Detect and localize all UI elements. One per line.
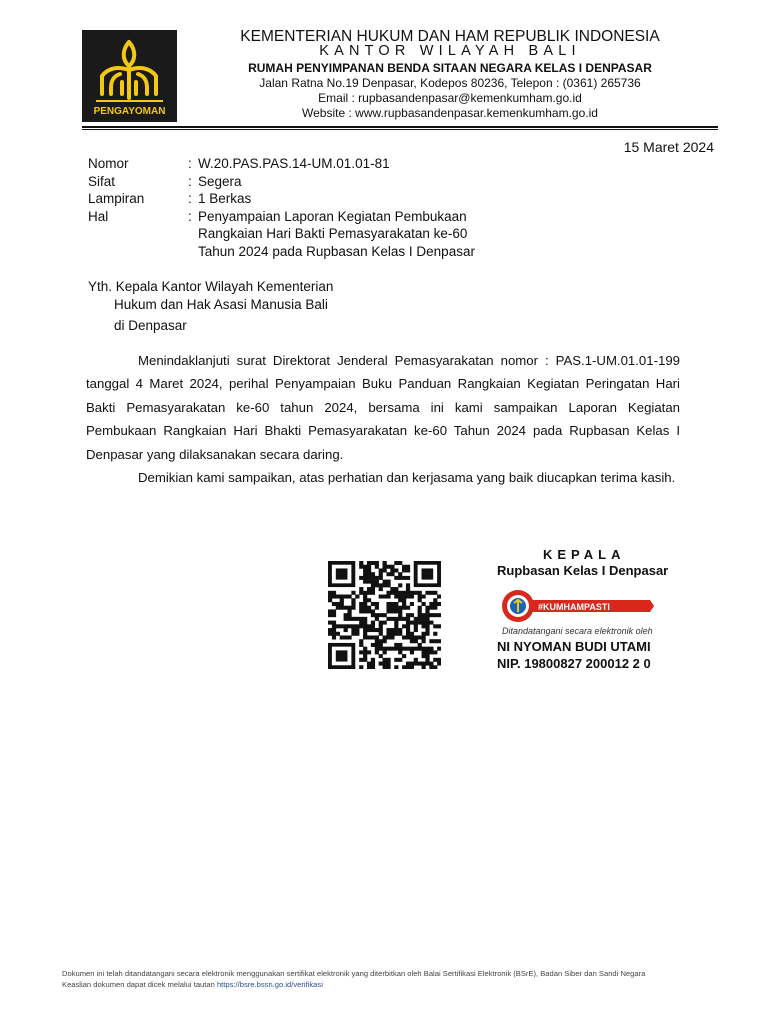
footer-text-2: Keaslian dokumen dapat dicek melalui tautan <box>62 980 215 989</box>
address-line-2: Hukum dan Hak Asasi Manusia Bali <box>114 297 328 312</box>
footer-text: Dokumen ini telah ditandatangani secara elektronik menggunakan sertifikat elektronik yang diterbitkan oleh Balai Sertifikasi Elektronik (BSrE), Badan Siber dan Sandi Negara <box>62 969 646 978</box>
meta-value: 1 Berkas <box>198 191 252 206</box>
letter-body <box>86 349 680 489</box>
letterhead-unit: RUMAH PENYIMPANAN BENDA SITAAN NEGARA KELAS I DENPASAR <box>248 61 652 75</box>
meta-colon: : <box>188 191 192 206</box>
letterhead-office: KANTOR WILAYAH BALI <box>319 43 581 59</box>
meta-label: Lampiran <box>88 191 145 206</box>
meta-row-nomor <box>88 155 528 173</box>
meta-row-lampiran <box>88 190 528 208</box>
meta-label: Nomor <box>88 156 129 171</box>
meta-value: W.20.PAS.PAS.14-UM.01.01-81 <box>198 156 390 171</box>
verification-link[interactable]: https://bsre.bssn.go.id/verifikasi <box>216 980 323 989</box>
letter-date: 15 Maret 2024 <box>623 139 714 155</box>
letterhead-website: Website : www.rupbasandenpasar.kemenkumham.go.id <box>302 106 598 120</box>
letterhead-divider <box>82 126 718 128</box>
esign-badge <box>500 588 655 624</box>
letter-meta <box>88 155 528 260</box>
address-line-1: Yth. Kepala Kantor Wilayah Kementerian <box>88 279 334 294</box>
signature-unit: Rupbasan Kelas I Denpasar <box>497 563 669 578</box>
signer-nip: NIP. 19800827 200012 2 0 <box>497 656 651 671</box>
signer-info <box>497 638 651 672</box>
letterhead-email: Email : rupbasandenpasar@kemenkumham.go.id <box>318 91 582 105</box>
meta-row-sifat <box>88 173 528 191</box>
signature-note: Ditandatangani secara elektronik oleh <box>502 626 653 636</box>
letterhead-divider-thin <box>82 129 718 130</box>
meta-colon: : <box>188 173 192 189</box>
signature-title: KEPALA <box>543 547 626 562</box>
footer-line-2 <box>62 979 712 990</box>
meta-label: Hal <box>88 208 109 224</box>
meta-value: Penyampaian Laporan Kegiatan Pembukaan Rangkaian Hari Bakti Pemasyarakatan ke-60 Tahun 2024 pada Rupbasan Kelas I Denpasar <box>198 208 475 259</box>
badge-text: #KUMHAMPASTI <box>538 602 610 612</box>
meta-row-hal <box>88 208 528 261</box>
address-line-3: di Denpasar <box>114 318 187 333</box>
qr-code <box>328 561 441 669</box>
meta-colon: : <box>188 156 192 171</box>
meta-colon: : <box>188 208 192 224</box>
meta-value: Segera <box>198 173 242 189</box>
body-paragraph-1: Menindaklanjuti surat Direktorat Jenderal Pemasyarakatan nomor : PAS.1-UM.01.01-199 tanggal 4 Maret 2024, perihal Penyampaian Buku Panduan Rangkaian Kegiatan Peringatan Hari Bakti Pemasyarakatan ke-60 tahun 2024, bersama ini kami sampaikan Laporan Kegiatan Pembukaan Rangkaian Hari Bhakti Pemasyarakatan ke-60 Tahun 2024 pada Rupbasan Kelas I Denpasar yang dilaksanakan secara daring. <box>86 353 680 462</box>
signature-block <box>497 547 697 578</box>
esign-footer <box>62 968 712 990</box>
letterhead-address: Jalan Ratna No.19 Denpasar, Kodepos 80236, Telepon : (0361) 265736 <box>259 76 641 90</box>
signer-name: NI NYOMAN BUDI UTAMI <box>497 639 651 654</box>
body-paragraph-2: Demikian kami sampaikan, atas perhatian dan kerjasama yang baik diucapkan terima kasih. <box>138 470 676 486</box>
logo-text: PENGAYOMAN <box>93 106 166 117</box>
letterhead-ministry: KEMENTERIAN HUKUM DAN HAM REPUBLIK INDONESIA <box>240 28 660 45</box>
recipient-address <box>88 278 333 335</box>
ministry-logo <box>82 30 177 122</box>
meta-label: Sifat <box>88 173 116 189</box>
